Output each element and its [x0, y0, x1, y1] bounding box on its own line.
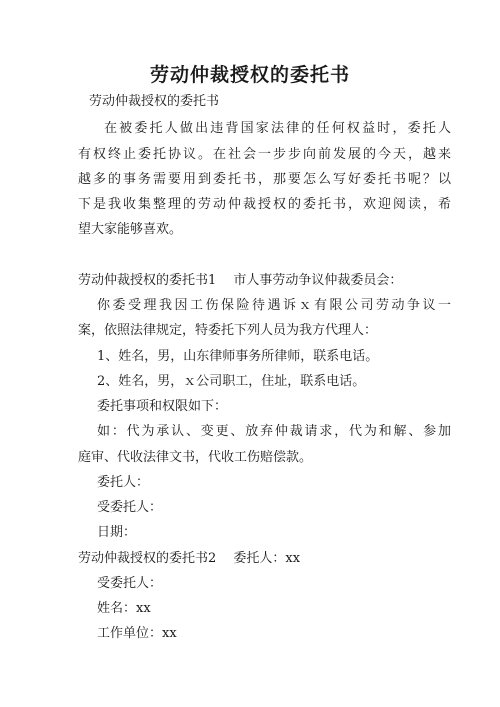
- document-title: 劳动仲裁授权的委托书: [149, 64, 350, 86]
- intro-line: 越多的事务需要用到委托书，那要怎么写好委托书呢？以: [78, 172, 451, 187]
- date-label: 日期：: [97, 525, 137, 540]
- agent-label: 受委托人：: [97, 500, 163, 515]
- scope-heading: 委托事项和权限如下：: [97, 399, 228, 414]
- section1-body-line: 你委受理我因工伤保险待遇诉ｘ有限公司劳动争议一: [97, 298, 451, 313]
- agent-1-line: 1、姓名，男，山东律师事务所律师，联系电话。: [97, 349, 379, 364]
- section1-heading: 劳动仲裁授权的委托书1 市人事劳动争议仲裁委员会：: [78, 273, 403, 288]
- intro-line: 望大家能够喜欢。: [78, 222, 183, 237]
- section2-employer-line: 工作单位：xx: [97, 626, 177, 641]
- intro-line: 在被委托人做出违背国家法律的任何权益时，委托人: [104, 121, 451, 136]
- principal-label: 委托人：: [97, 475, 150, 490]
- intro-line: 下是我收集整理的劳动仲裁授权的委托书，欢迎阅读，希: [78, 197, 451, 212]
- intro-line: 有权终止委托协议。在社会一步步向前发展的今天，越来: [78, 147, 451, 162]
- section2-heading: 劳动仲裁授权的委托书2 委托人：xx: [78, 551, 301, 566]
- section2-agent-label: 受委托人：: [97, 576, 163, 591]
- scope-line: 庭审、代收法律文书，代收工伤赔偿款。: [78, 450, 313, 465]
- section1-body-line: 案，依照法律规定，特委托下列人员为我方代理人：: [78, 323, 378, 338]
- scope-line: 如：代为承认、变更、放弃仲裁请求，代为和解、参加: [97, 424, 451, 439]
- agent-2-line: 2、姓名，男，ｘ公司职工，住址，联系电话。: [97, 374, 366, 389]
- section2-name-line: 姓名：xx: [97, 601, 151, 616]
- document-subtitle: 劳动仲裁授权的委托书: [89, 94, 220, 109]
